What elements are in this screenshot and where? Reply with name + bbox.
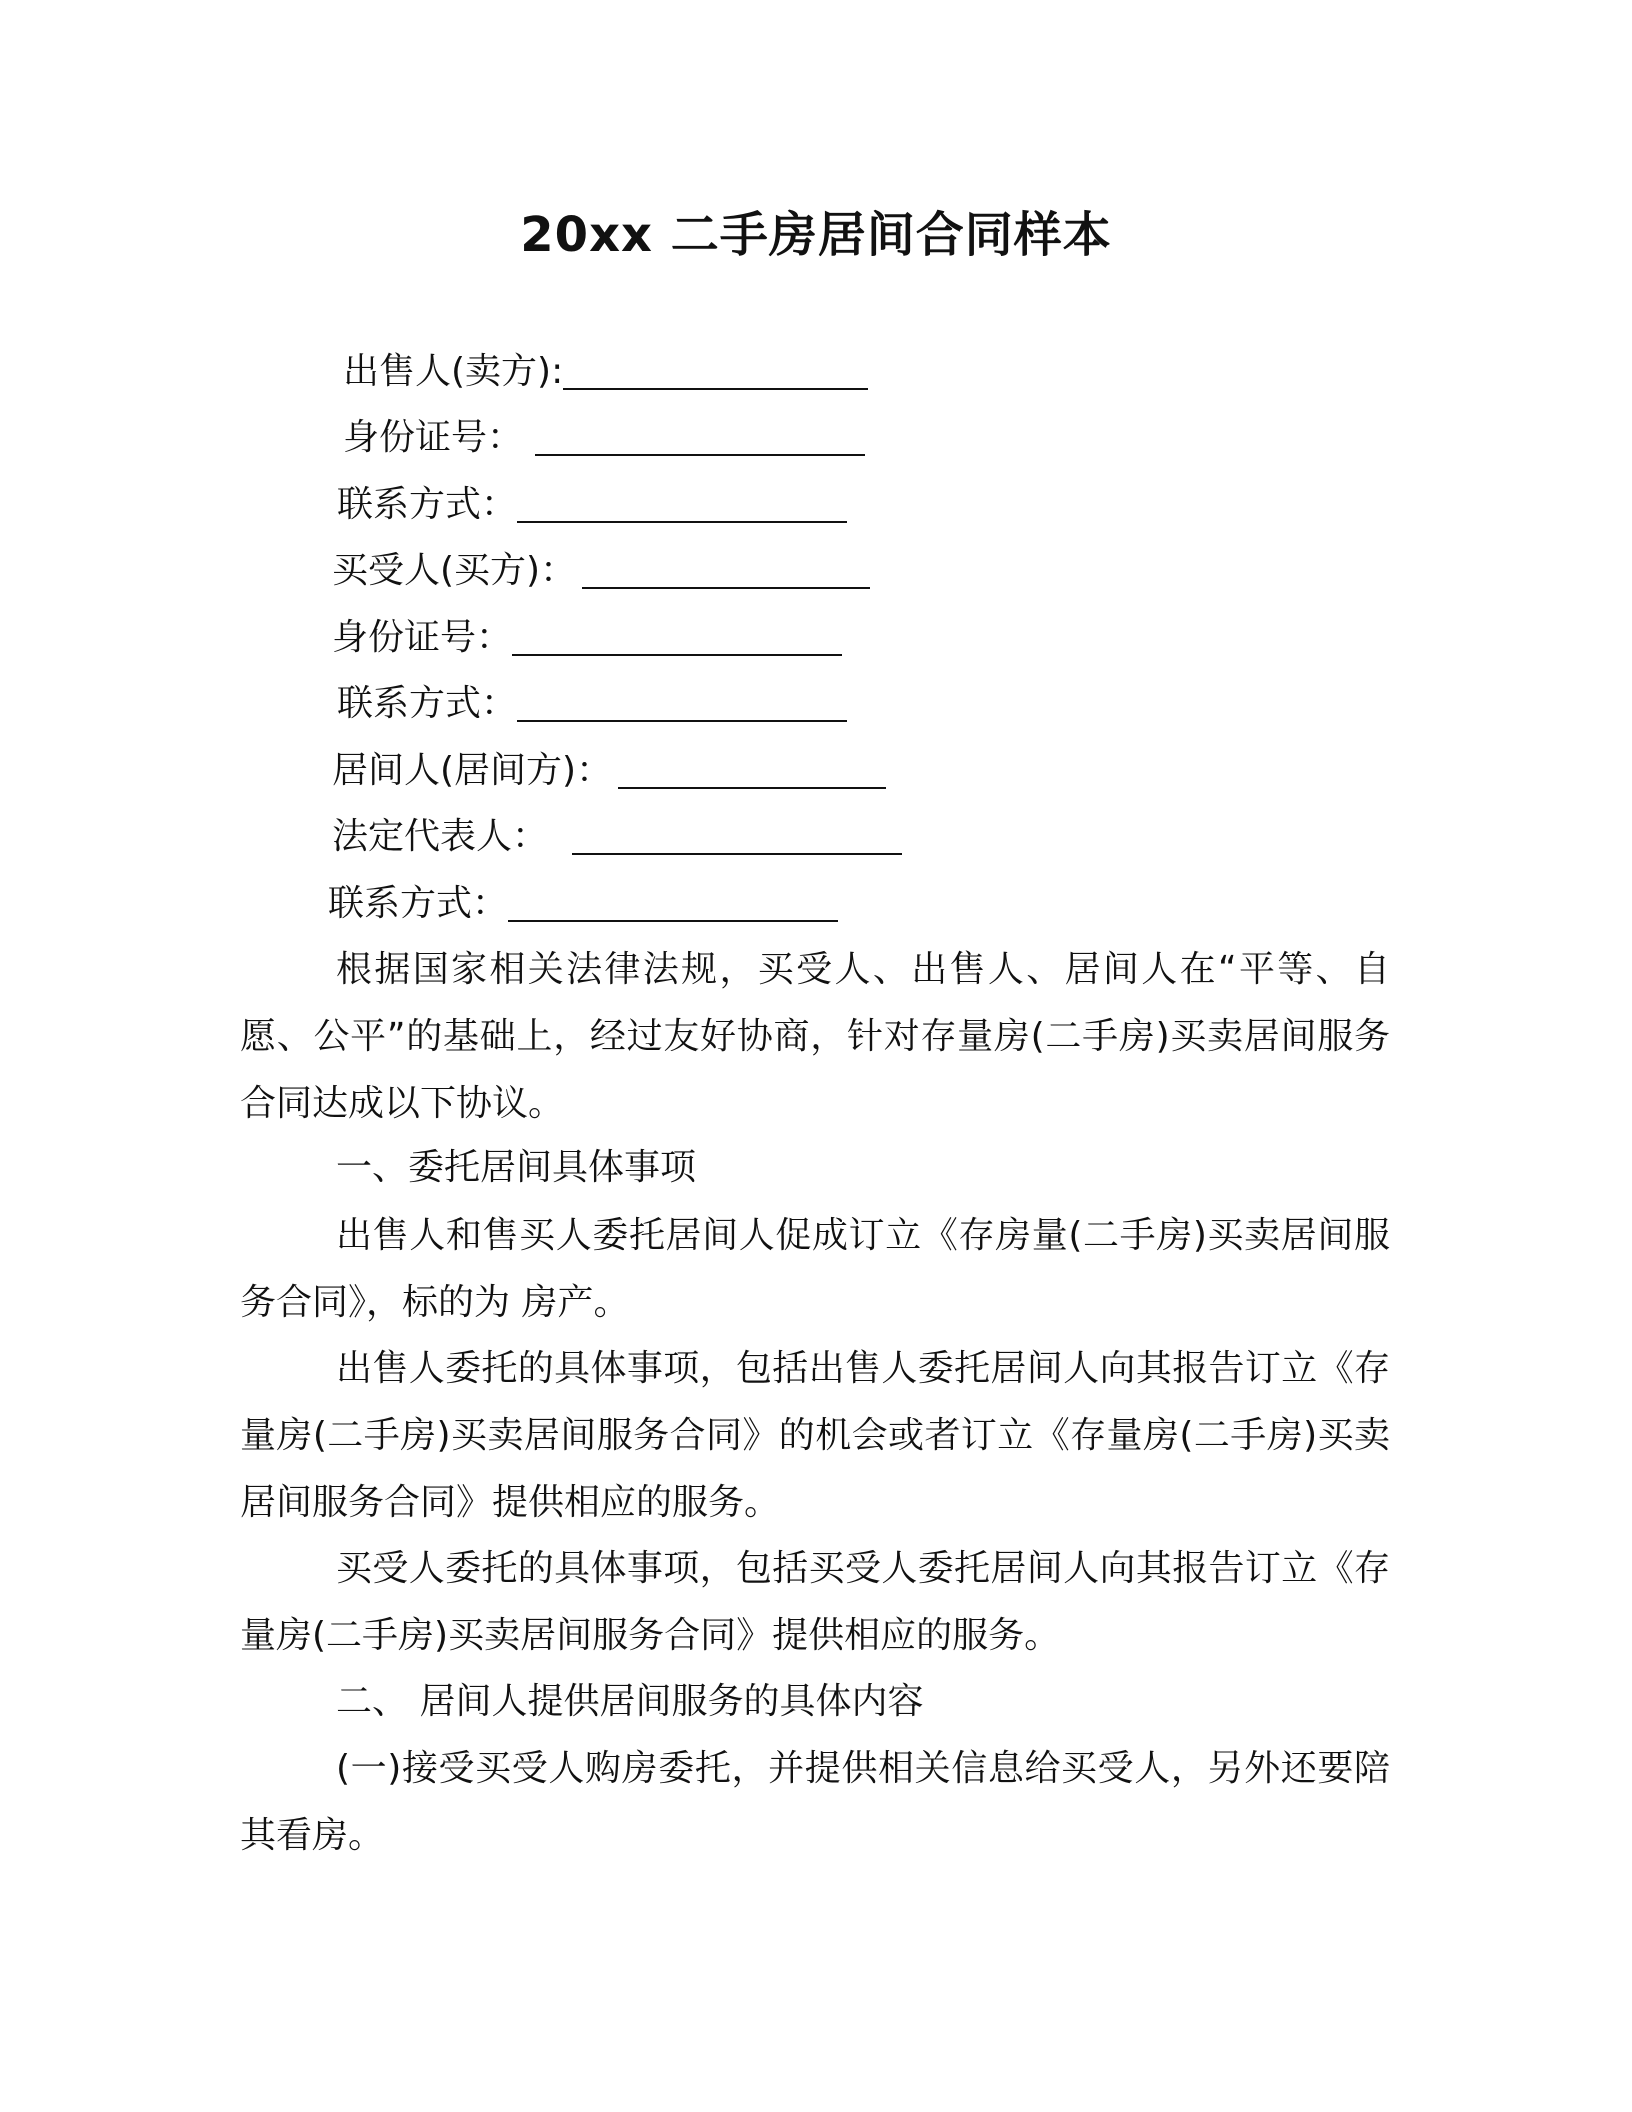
field-label: 买受人(买方)： <box>332 550 577 591</box>
section-1-heading: 一、委托居间具体事项 <box>336 1147 697 1188</box>
section-1-paragraph-1: 出售人和售买人委托居间人促成订立《存房量(二手房)买卖居间服务合同》，标的为 房产。 <box>240 1215 1390 1323</box>
blank-line[interactable] <box>512 618 842 656</box>
section-1-paragraph-3: 买受人委托的具体事项，包括买受人委托居间人向其报告订立《存量房(二手房)买卖居间服务合同》提供相应的服务。 <box>240 1548 1390 1656</box>
field-label: 身份证号： <box>332 617 513 658</box>
buyer-name-field <box>332 547 870 595</box>
buyer-id-field <box>332 614 842 662</box>
field-label: 居间人(居间方)： <box>332 750 613 791</box>
blank-line[interactable] <box>508 884 838 922</box>
field-label: 出售人(卖方): <box>343 351 564 392</box>
blank-line[interactable] <box>517 684 847 722</box>
seller-contact-field <box>337 481 847 529</box>
seller-name-field <box>343 348 868 396</box>
blank-line[interactable] <box>535 418 865 456</box>
broker-contact-field <box>328 880 838 928</box>
blank-line[interactable] <box>582 551 870 589</box>
field-label: 联系方式： <box>337 484 518 525</box>
seller-id-field <box>343 414 865 462</box>
field-label: 身份证号： <box>343 417 524 458</box>
buyer-contact-field <box>337 680 847 728</box>
intro-paragraph: 根据国家相关法律法规，买受人、出售人、居间人在“平等、自愿、公平”的基础上，经过友好协商，针对存量房(二手房)买卖居间服务合同达成以下协议。 <box>240 949 1390 1124</box>
section-1-paragraph-2: 出售人委托的具体事项，包括出售人委托居间人向其报告订立《存量房(二手房)买卖居间服务合同》的机会或者订立《存量房(二手房)买卖居间服务合同》提供相应的服务。 <box>240 1348 1390 1523</box>
broker-name-field <box>332 747 886 795</box>
section-2-heading: 二、 居间人提供居间服务的具体内容 <box>336 1681 924 1722</box>
field-label: 联系方式： <box>337 683 518 724</box>
blank-line[interactable] <box>572 817 902 855</box>
document-title: 20xx 二手房居间合同样本 <box>520 207 1112 263</box>
blank-line[interactable] <box>618 751 886 789</box>
legal-representative-field <box>332 813 902 861</box>
field-label: 联系方式： <box>328 883 509 924</box>
section-2-paragraph-1: (一)接受买受人购房委托，并提供相关信息给买受人，另外还要陪其看房。 <box>240 1748 1390 1856</box>
blank-line[interactable] <box>563 352 868 390</box>
blank-line[interactable] <box>517 485 847 523</box>
field-label: 法定代表人： <box>332 816 549 857</box>
